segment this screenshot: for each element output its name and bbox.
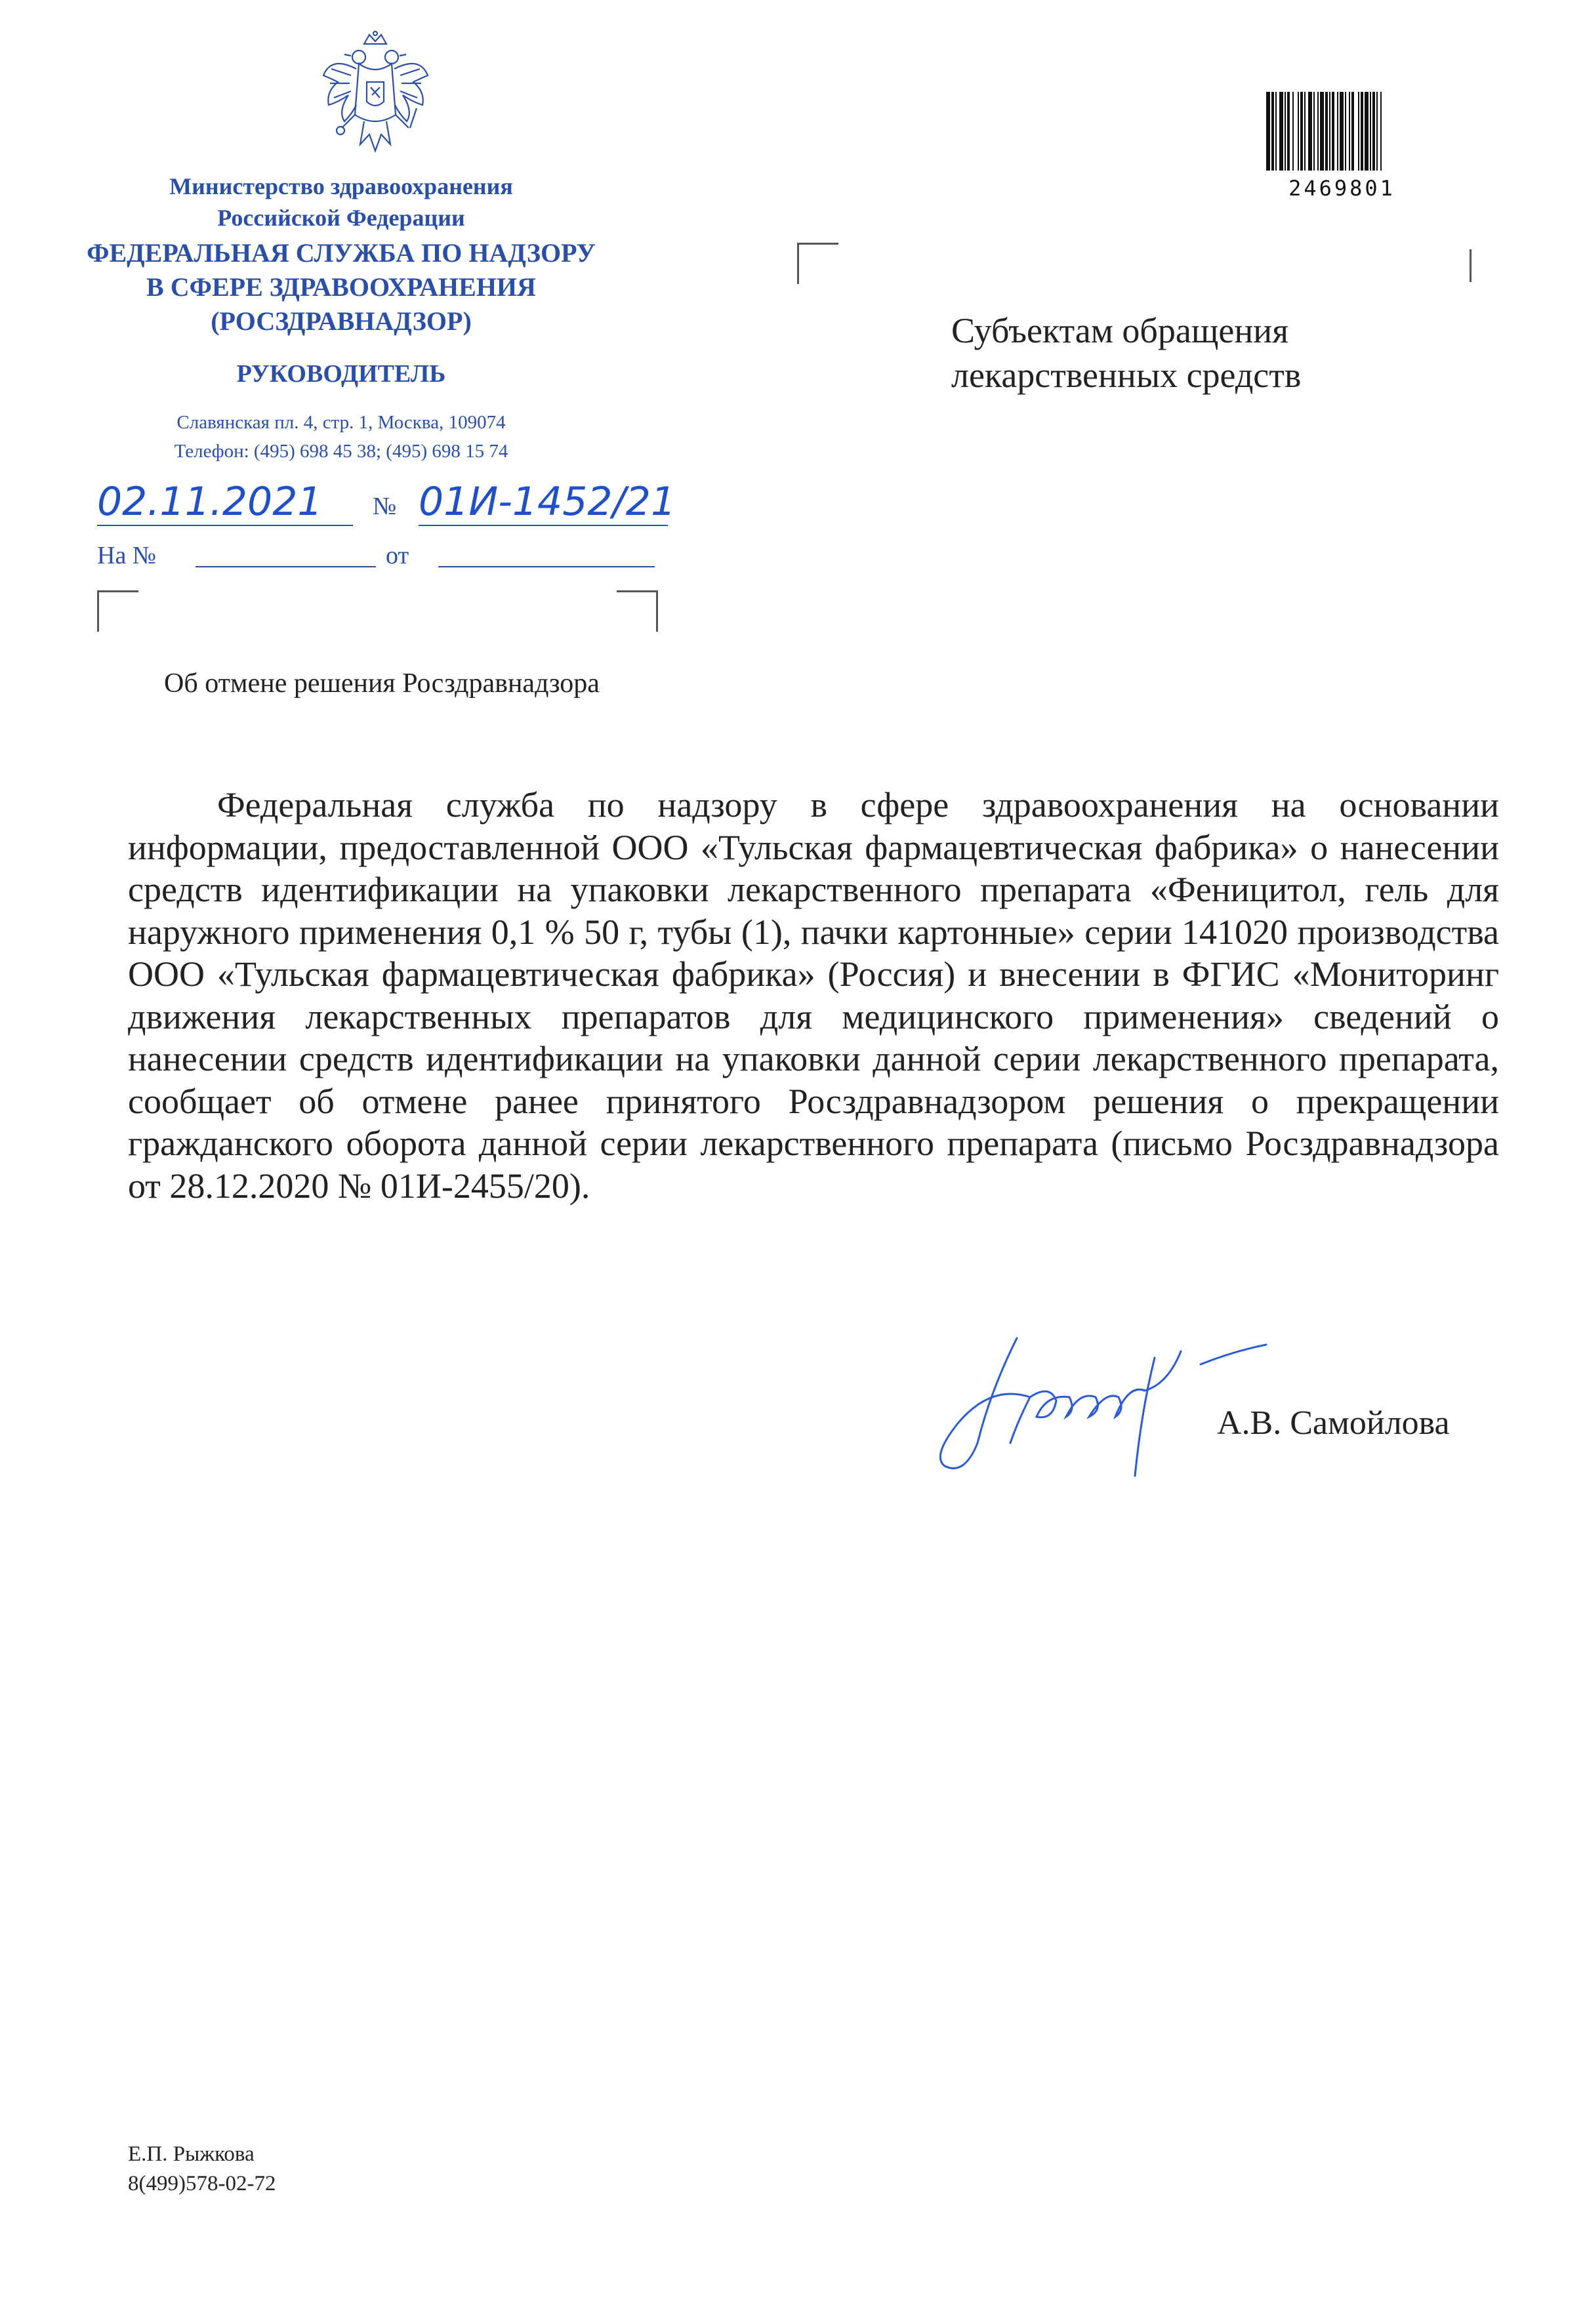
service-line-3: (РОСЗДРАВНАДЗОР) (211, 306, 472, 336)
barcode-bar (1361, 92, 1363, 171)
barcode-bar (1266, 92, 1270, 171)
corner-mark (97, 590, 138, 632)
registration-row (97, 479, 688, 531)
phone-line: Телефон: (495) 698 45 38; (495) 698 15 74 (174, 441, 508, 462)
barcode-bar (1349, 92, 1350, 171)
barcode-bar (1380, 92, 1382, 171)
executor-phone: 8(499)578-02-72 (128, 2172, 276, 2195)
reply-number-line (196, 566, 376, 567)
reply-number-label: На № (97, 542, 157, 569)
addressee (951, 308, 1410, 398)
barcode-bar (1376, 92, 1378, 171)
barcode-number: 2469801 (1288, 176, 1395, 201)
barcode-bar (1329, 92, 1330, 171)
service-line-2: В СФЕРЕ ЗДРАВООХРАНЕНИЯ (146, 272, 536, 302)
number-label: № (373, 493, 397, 520)
barcode-bar (1358, 92, 1359, 171)
signer-name: А.В. Самойлова (1217, 1404, 1450, 1442)
executor-name: Е.П. Рыжкова (128, 2142, 255, 2166)
corner-mark (617, 590, 658, 632)
reply-from-line (438, 566, 655, 567)
barcode-bar (1287, 92, 1290, 171)
addressee-line-1: Субъектам обращения (951, 311, 1289, 350)
barcode-bar (1308, 92, 1312, 171)
corner-mark (797, 243, 838, 284)
barcode-bar (1365, 92, 1369, 171)
date-underline (97, 525, 353, 526)
letter-body (128, 784, 1499, 1207)
barcode-bar (1271, 92, 1274, 171)
barcode-bar (1292, 92, 1294, 171)
barcode-bar (1279, 92, 1283, 171)
barcode (1265, 92, 1419, 171)
body-paragraph: Федеральная служба по надзору в сфере здравоохранения на основании информации, предоставленной ООО «Тульская фармацевтическая фабрика» о нанесении средств идентификации на упаковки лекарственного препарата «Феницитол, гель для наружного применения 0,1 % 50 г, тубы (1), пачки картонные» серии 141020 производства ООО «Тульская фармацевтическая фабрика» (Россия) и внесении в ФГИС «Мониторинг движения лекарственных препаратов для медицинского применения» сведений о нанесении средств идентификации на упаковки данной серии лекарственного препарата, сообщает об отмене ранее принятого Росздравнадзором решения о прекращении гражданского оборота данной серии лекарственного препарата (письмо Росздравнадзора от 28.12.2020 № 01И-2455/20). (128, 785, 1499, 1206)
letter-subject: Об отмене решения Росздравнадзора (164, 668, 600, 699)
barcode-bar (1345, 92, 1346, 171)
ministry-line-2: Российской Федерации (217, 205, 465, 231)
barcode-bar (1285, 92, 1286, 171)
barcode-bar (1313, 92, 1315, 171)
russian-coat-of-arms-icon (318, 30, 433, 161)
barcode-bar (1317, 92, 1319, 171)
barcode-bar (1298, 92, 1299, 171)
service-name (72, 236, 610, 338)
corner-mark (1430, 249, 1472, 282)
barcode-bar (1300, 92, 1303, 171)
executor-block (128, 2140, 276, 2199)
service-line-1: ФЕДЕРАЛЬНАЯ СЛУЖБА ПО НАДЗОРУ (87, 238, 596, 268)
reply-from-label: от (386, 542, 409, 569)
reply-row (97, 535, 688, 574)
registration-date: 02.11.2021 (97, 479, 323, 525)
barcode-bar (1304, 92, 1306, 171)
barcode-bar (1332, 92, 1334, 171)
address-line: Славянская пл. 4, стр. 1, Москва, 109074 (176, 412, 506, 433)
barcode-bar (1320, 92, 1324, 171)
address-block (92, 408, 590, 466)
registration-number: 01И-1452/21 (419, 479, 676, 525)
ministry-name (92, 171, 590, 234)
barcode-bar (1337, 92, 1338, 171)
barcode-bar (1275, 92, 1277, 171)
barcode-bar (1340, 92, 1344, 171)
addressee-line-2: лекарственных средств (951, 356, 1302, 395)
position-title: РУКОВОДИТЕЛЬ (236, 360, 446, 388)
ministry-line-1: Министерство здравоохранения (169, 173, 513, 199)
barcode-bar (1372, 92, 1375, 171)
barcode-bar (1351, 92, 1354, 171)
barcode-bar (1325, 92, 1328, 171)
number-underline (419, 525, 668, 526)
barcode-bar (1370, 92, 1371, 171)
